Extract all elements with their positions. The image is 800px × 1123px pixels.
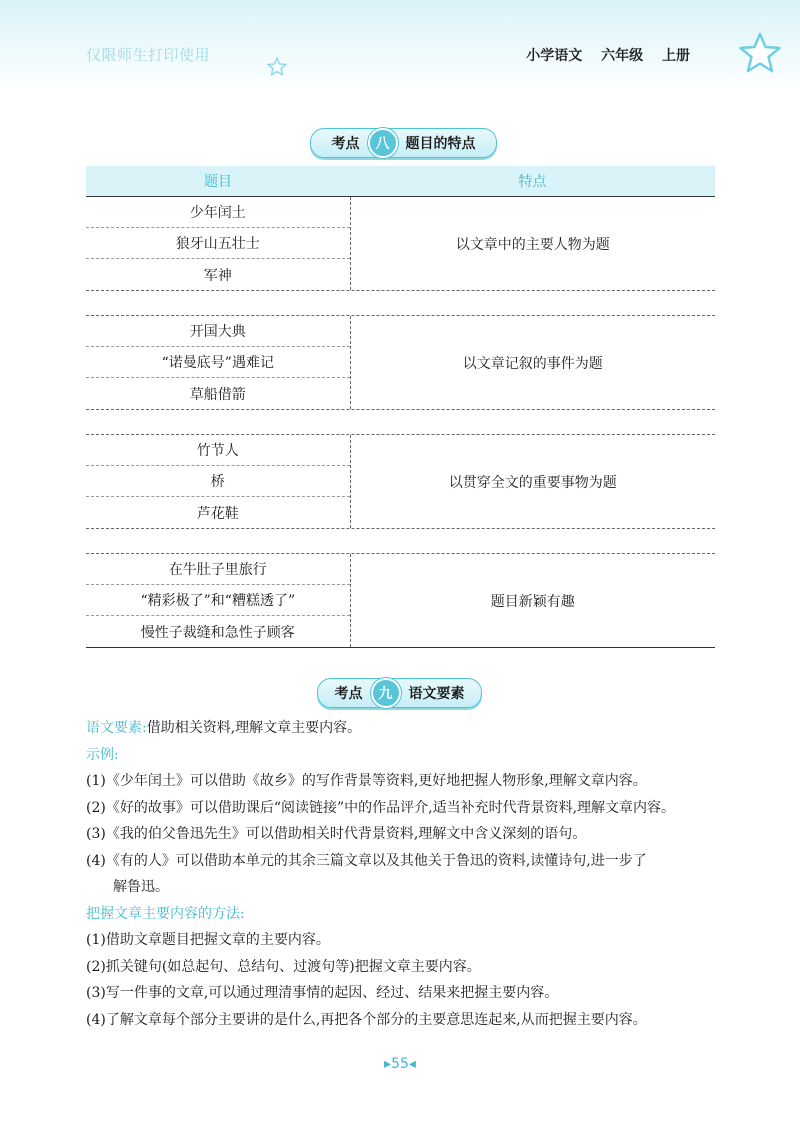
- example-item-continued: 解鲁迅。: [113, 879, 169, 895]
- table-cell-title: 少年闰土: [86, 197, 350, 228]
- small-star-icon: [266, 56, 288, 78]
- section-9-body: [86, 715, 726, 1033]
- table-cell-title: 芦花鞋: [196, 505, 239, 522]
- grade-label: 六年级: [601, 48, 644, 64]
- section-9-title: 语文要素: [408, 686, 465, 702]
- table-cell-feature: 以文章中的主要人物为题: [455, 236, 610, 253]
- table-group: [86, 197, 715, 291]
- table-cell-feature: 题目新颖有趣: [490, 593, 575, 610]
- method-item: (1)借助文章题目把握文章的主要内容。: [86, 932, 330, 948]
- volume-label: 上册: [662, 48, 690, 64]
- section-8-prefix: 考点: [331, 136, 360, 152]
- page-number: [371, 1056, 429, 1072]
- table-group: [86, 435, 715, 529]
- table-spacer: [86, 529, 715, 554]
- table-cell-title: “诺曼底号”遇难记: [86, 347, 350, 378]
- section-9-banner: [317, 678, 482, 708]
- element-text: 借助相关资料,理解文章主要内容。: [146, 720, 362, 736]
- section-9-prefix: 考点: [334, 686, 363, 702]
- element-paragraph: [86, 715, 726, 742]
- table-header: [86, 166, 715, 197]
- table-group: [86, 316, 715, 410]
- method-item: (2)抓关键句(如总起句、总结句、过渡句等)把握文章主要内容。: [86, 958, 481, 975]
- page-number-value: 55: [391, 1056, 409, 1072]
- header-title-column: 题目: [204, 174, 232, 190]
- example-item: (3)《我的伯父鲁迅先生》可以借助相关时代背景资料,理解文中含义深刻的语句。: [86, 826, 587, 842]
- page-arrow-left-icon: ▸: [384, 1056, 392, 1072]
- section-8-banner: [310, 128, 497, 158]
- method-item: (4)了解文章每个部分主要讲的是什么,再把各个部分的主要意思连起来,从而把握主要内容。: [86, 1011, 647, 1028]
- example-item: (4)《有的人》可以借助本单元的其余三篇文章以及其他关于鲁迅的资料,读懂诗句,进一步了: [86, 852, 647, 869]
- table-cell-title: 狼牙山五壮士: [86, 228, 350, 259]
- table-cell-title: “精彩极了”和“糟糕透了”: [86, 585, 350, 616]
- example-item: (2)《好的故事》可以借助课后“阅读链接”中的作品评介,适当补充时代背景资料,理解文章内容。: [86, 799, 676, 816]
- method-item: (3)写一件事的文章,可以通过理清事情的起因、经过、结果来把握主要内容。: [86, 985, 559, 1001]
- subject-label: 小学语文: [526, 48, 583, 64]
- table-cell-feature: 以文章记叙的事件为题: [462, 355, 603, 372]
- section-9-number: 九: [371, 678, 401, 708]
- star-icon: [736, 30, 784, 78]
- table-cell-title: 桥: [86, 466, 350, 497]
- header-feature-column: 特点: [518, 174, 547, 190]
- table-cell-title: 开国大典: [86, 316, 350, 347]
- section-8-number: 八: [368, 128, 398, 158]
- methods-label: 把握文章主要内容的方法:: [86, 905, 245, 922]
- table-cell-title: 慢性子裁缝和急性子顾客: [140, 624, 295, 641]
- table-cell-feature: 以贯穿全文的重要事物为题: [448, 474, 617, 491]
- element-label: 语文要素:: [86, 720, 147, 736]
- table-cell-title: 在牛肚子里旅行: [86, 554, 350, 585]
- table-group: [86, 554, 715, 647]
- table-spacer: [86, 410, 715, 435]
- page-arrow-right-icon: ◂: [408, 1056, 416, 1072]
- section-8-title: 题目的特点: [405, 136, 476, 152]
- example-item: (1)《少年闰土》可以借助《故乡》的写作背景等资料,更好地把握人物形象,理解文章内容。: [86, 773, 647, 789]
- examples-label: 示例:: [86, 746, 119, 763]
- book-info: [512, 45, 690, 65]
- table-cell-title: 军神: [203, 267, 232, 284]
- title-features-table: [86, 166, 715, 648]
- watermark: 仅限师生打印使用: [86, 46, 211, 64]
- table-cell-title: 草船借箭: [189, 386, 246, 403]
- table-cell-title: 竹节人: [86, 435, 350, 466]
- table-spacer: [86, 291, 715, 316]
